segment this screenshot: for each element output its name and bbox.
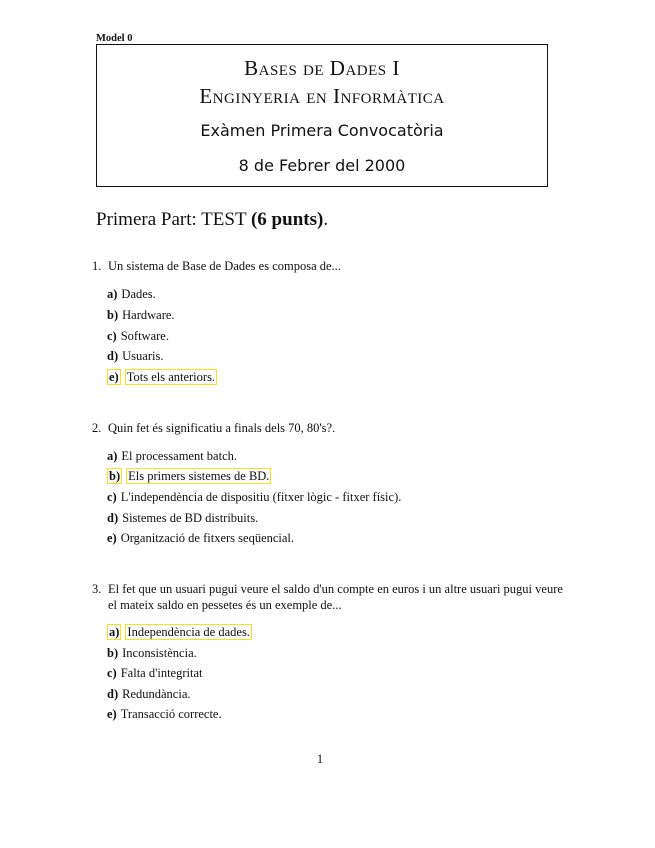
q1-option-c <box>107 329 169 344</box>
question-number: 2. <box>92 421 102 435</box>
q1-option-e-highlighted <box>107 370 217 385</box>
option-text: Sistemes de BD distribuits. <box>122 511 259 525</box>
option-letter: e) <box>107 531 117 545</box>
q2-option-e <box>107 531 294 546</box>
option-letter: c) <box>107 329 117 343</box>
q1-option-a <box>107 287 156 302</box>
q3-option-e <box>107 707 222 722</box>
question-2 <box>92 420 568 436</box>
option-letter: c) <box>107 490 117 504</box>
q2-option-a <box>107 449 237 464</box>
exam-name: Exàmen Primera Convocatòria <box>200 121 444 140</box>
question-text: Un sistema de Base de Dades es composa de... <box>108 259 341 273</box>
option-letter: a) <box>109 625 120 639</box>
q1-option-d <box>107 349 163 364</box>
q2-option-b-highlighted <box>107 469 271 484</box>
q2-option-d <box>107 511 258 526</box>
option-letter: a) <box>107 287 118 301</box>
title-box <box>96 44 548 187</box>
option-letter: c) <box>107 666 117 680</box>
option-letter: e) <box>107 707 117 721</box>
question-number: 3. <box>92 582 102 596</box>
section-title <box>96 209 328 231</box>
option-text: Tots els anteriors. <box>126 370 216 384</box>
exam-date: 8 de Febrer del 2000 <box>238 156 406 175</box>
option-letter: a) <box>107 449 118 463</box>
option-letter: b) <box>107 646 119 660</box>
option-text: Els primers sistemes de BD. <box>128 469 270 483</box>
question-text: El fet que un usuari pugui veure el saldo d'un compte en euros i un altre usuari pugui veure el mateix saldo en pessetes és un exemple de... <box>108 582 563 612</box>
option-letter: d) <box>107 687 119 701</box>
option-text: Redundància. <box>122 687 191 701</box>
q3-option-a-highlighted <box>107 625 252 640</box>
option-text: Hardware. <box>122 308 175 322</box>
q1-option-b <box>107 308 175 323</box>
course-title: Bases de Dades I <box>244 56 400 80</box>
option-text: Usuaris. <box>122 349 164 363</box>
model-label: Model 0 <box>96 33 133 44</box>
option-text: L'independència de dispositiu (fitxer lògic - fitxer físic). <box>120 490 402 504</box>
section-title-suffix: . <box>323 209 329 230</box>
option-text: Independència de dades. <box>127 625 250 639</box>
degree-title: Enginyeria en Informàtica <box>199 84 445 108</box>
option-letter: b) <box>109 469 121 483</box>
question-number: 1. <box>92 259 102 273</box>
option-letter: d) <box>107 349 119 363</box>
q3-option-d <box>107 687 191 702</box>
section-title-prefix: Primera Part: TEST <box>96 209 251 230</box>
option-text: Dades. <box>121 287 156 301</box>
option-letter: d) <box>107 511 119 525</box>
option-text: Transacció correcte. <box>120 707 222 721</box>
section-title-points: (6 punts) <box>250 209 324 230</box>
option-text: El processament batch. <box>121 449 238 463</box>
q3-option-b <box>107 646 197 661</box>
page-number: 1 <box>316 752 324 766</box>
option-letter: e) <box>109 370 119 384</box>
option-letter: b) <box>107 308 119 322</box>
question-text: Quin fet és significatiu a finals dels 70, 80's?. <box>108 421 336 435</box>
question-1 <box>92 258 568 274</box>
option-text: Software. <box>120 329 169 343</box>
option-text: Falta d'integritat <box>120 666 203 680</box>
option-text: Inconsistència. <box>122 646 197 660</box>
q3-option-c <box>107 666 202 681</box>
q2-option-c <box>107 490 401 505</box>
option-text: Organització de fitxers seqüencial. <box>120 531 295 545</box>
question-3 <box>92 581 568 613</box>
